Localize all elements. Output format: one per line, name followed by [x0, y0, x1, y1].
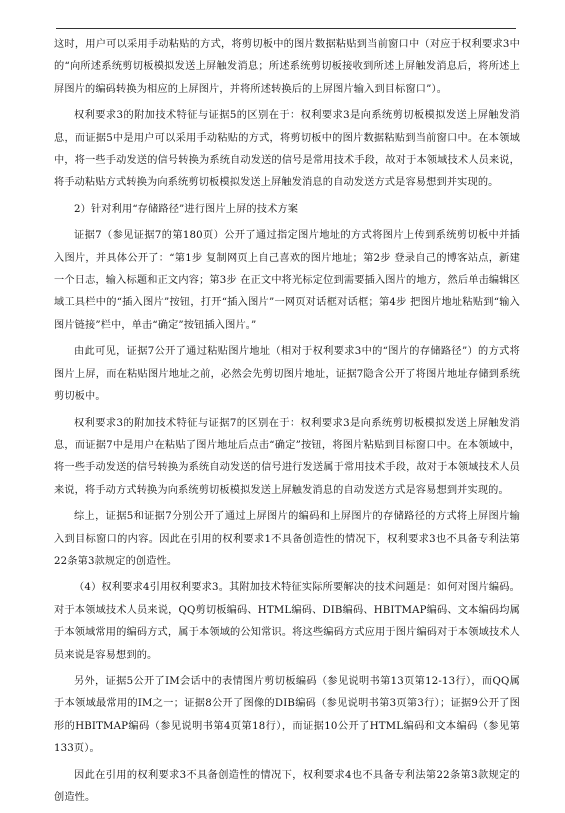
paragraph-8: 另外，证据5公开了IM会话中的表情图片剪切板编码（参见说明书第13页第12-13行），而QQ属于本领域最常用的IM之一；证据8公开了图像的DIB编码（参见说明书第3页第3行）；证据9公开了图形的HBITMAP编码（参见说明书第4页第18行），而证据10公开了HTML编码和文本编码（参见第133页）。: [54, 675, 520, 755]
paragraph-4: 由此可见，证据7公开了通过粘贴图片地址（相对于权利要求3中的“图片的存储路径”）的方式将图片上屏，而在粘贴图片地址之前，必然会先剪切图片地址，证据7隐含公开了将图片地址存储到系统剪切板中。: [54, 346, 520, 403]
paragraph-1: 这时，用户可以采用手动粘贴的方式，将剪切板中的图片数据粘贴到当前窗口中（对应于权利要求3中的“向所述系统剪切板模拟发送上屏触发消息；所述系统剪切板接收到所述上屏触发消息后，将所述上屏图片的编码转换为相应的上屏图片，并将所述转换后的上屏图片输入到目标窗口”）。: [54, 39, 520, 95]
paragraph-2: 权利要求3的附加技术特征与证据5的区别在于：权利要求3是向系统剪切板模拟发送上屏触发消息，而证据5中是用户可以采用手动粘贴的方式，将剪切板中的图片数据粘贴到当前窗口中。在本领域中，将一些手动发送的信号转换为系统自动发送的信号是常用技术手段，故对于本领域技术人员来说，将手动粘贴方式转换为向系统剪切板模拟发送上屏触发消息的自动发送方式是容易想到并实现的。: [54, 110, 520, 189]
header-rule: [56, 28, 516, 29]
document-body: [54, 34, 520, 813]
paragraph-9: 因此在引用的权利要求3不具备创造性的情况下，权利要求4也不具备专利法第22条第3款规定的创造性。: [54, 769, 520, 803]
paragraph-6: 综上，证据5和证据7分别公开了通过上屏图片的编码和上屏图片的存储路径的方式将上屏图片输入到目标窗口的内容。因此在引用的权利要求1不具备创造性的情况下，权利要求3也不具备专利法第22条第3款规定的创造性。: [54, 511, 520, 567]
paragraph-3: 证据7（参见证据7的第180页）公开了通过指定图片地址的方式将图片上传到系统剪切板中并插入图片，并具体公开了：“第1步 复制网页上自己喜欢的图片地址；第2步 登录自己的博客站点，新建一个日志，输入标题和正文内容；第3步 在正文中将光标定位到需要插入图片的地方，然后单击编辑区域工具栏中的“插入图片”按钮，打开“插入图片”一网页对话框对话框；第4步 把图片地址粘贴到“输入图片链接”栏中，单击“确定”按钮插入图片。”: [54, 230, 520, 331]
paragraph-7: （4）权利要求4引用权利要求3。其附加技术特征实际所要解决的技术问题是：如何对图片编码。对于本领域技术人员来说，QQ剪切板编码、HTML编码、DIB编码、HBITMAP编码、文本编码均属于本领域常用的编码方式，属于本领域的公知常识。将这些编码方式应用于图片编码对于本领域技术人员来说是容易想到的。: [54, 582, 520, 661]
paragraph-5: 权利要求3的附加技术特征与证据7的区别在于：权利要求3是向系统剪切板模拟发送上屏触发消息，而证据7中是用户在粘贴了图片地址后点击“确定”按钮，将图片粘贴到目标窗口中。在本领域中，将一些手动发送的信号转换为系统自动发送的信号进行发送属于常用技术手段，故对于本领域技术人员来说，将手动方式转换为向系统剪切板模拟发送上屏触发消息的自动发送方式是容易想到并实现的。: [54, 417, 520, 496]
section-heading: 2）针对利用“存储路径”进行图片上屏的技术方案: [74, 203, 299, 215]
